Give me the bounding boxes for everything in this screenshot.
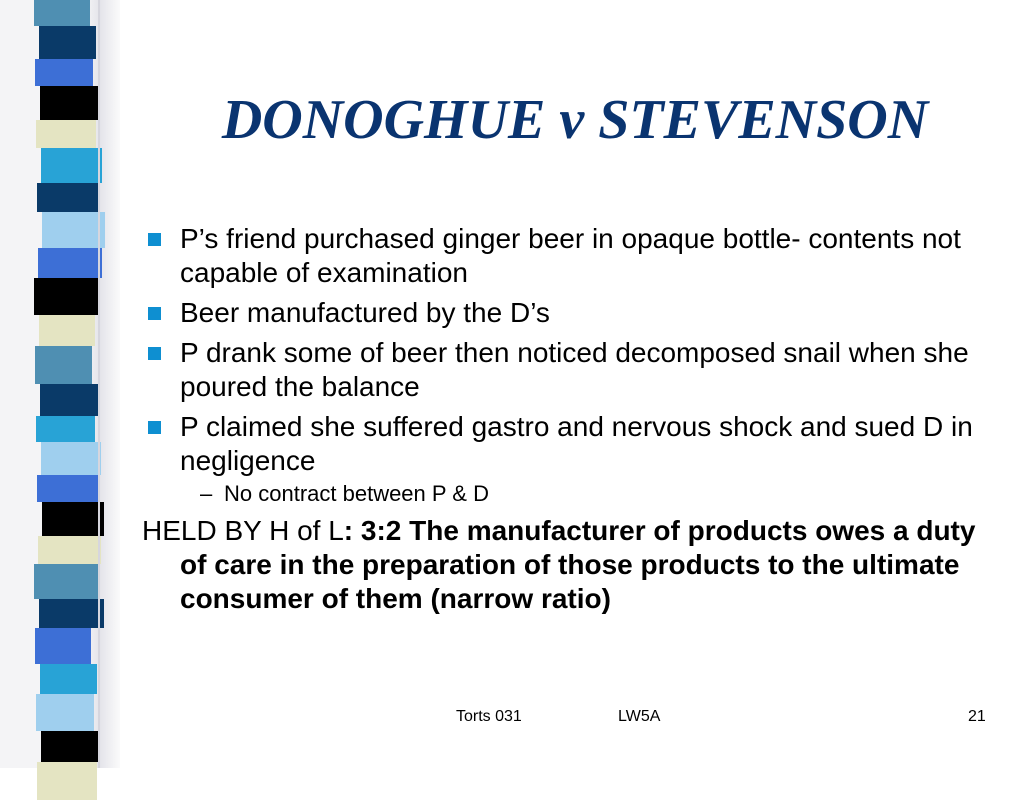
held-ruling: : 3:2 The manufacturer of products owes a duty of care in the preparation of those products to the ultimate consumer of them (narrow ratio) [180,515,976,614]
strip-band [41,442,101,475]
bullet-text: Beer manufactured by the D’s [180,297,550,328]
held-prefix: HELD BY H of L [142,515,344,546]
strip-band [40,384,98,416]
page-number: 21 [968,708,986,725]
bullet-text: P claimed she suffered gastro and nervous shock and sued D in negligence [180,411,973,476]
strip-band [41,731,100,762]
strip-band [38,536,101,564]
strip-band [34,278,99,315]
strip-band [42,502,104,536]
footer-code: LW5A [618,708,661,725]
strip-band [39,315,95,346]
square-bullet-icon [148,347,161,360]
square-bullet-icon [148,233,161,246]
strip-divider [98,0,100,768]
strip-band [37,183,99,212]
sub-bullet-item [142,480,1002,508]
bullet-text: P drank some of beer then noticed decomposed snail when she poured the balance [180,337,969,402]
bullet-text: P’s friend purchased ginger beer in opaque bottle- contents not capable of examination [180,223,961,288]
held-paragraph [142,514,1002,616]
strip-band [34,0,90,26]
slide-content [142,222,1002,616]
sub-bullet-text: No contract between P & D [224,481,489,506]
strip-band [38,248,102,278]
decorative-strip [0,0,120,768]
strip-band [41,148,102,183]
square-bullet-icon [148,307,161,320]
slide-title: DONOGHUE v STEVENSON [221,89,929,151]
slide-footer [0,704,1024,734]
strip-band [42,212,105,248]
strip-band [35,59,93,86]
strip-band [36,120,96,148]
bullet-item [142,222,1002,290]
dash-marker: – [200,481,213,506]
bullet-item [142,410,1002,478]
strip-band [34,564,98,599]
strip-band [40,664,97,694]
bullet-item [142,296,1002,330]
strip-band [36,416,95,442]
footer-course: Torts 031 [456,708,522,725]
strip-band [40,86,99,120]
bullet-item [142,336,1002,404]
strip-band [35,628,91,664]
strip-band [39,26,96,59]
strip-band [35,346,92,384]
strip-band [37,475,98,502]
square-bullet-icon [148,421,161,434]
strip-band [39,599,104,628]
